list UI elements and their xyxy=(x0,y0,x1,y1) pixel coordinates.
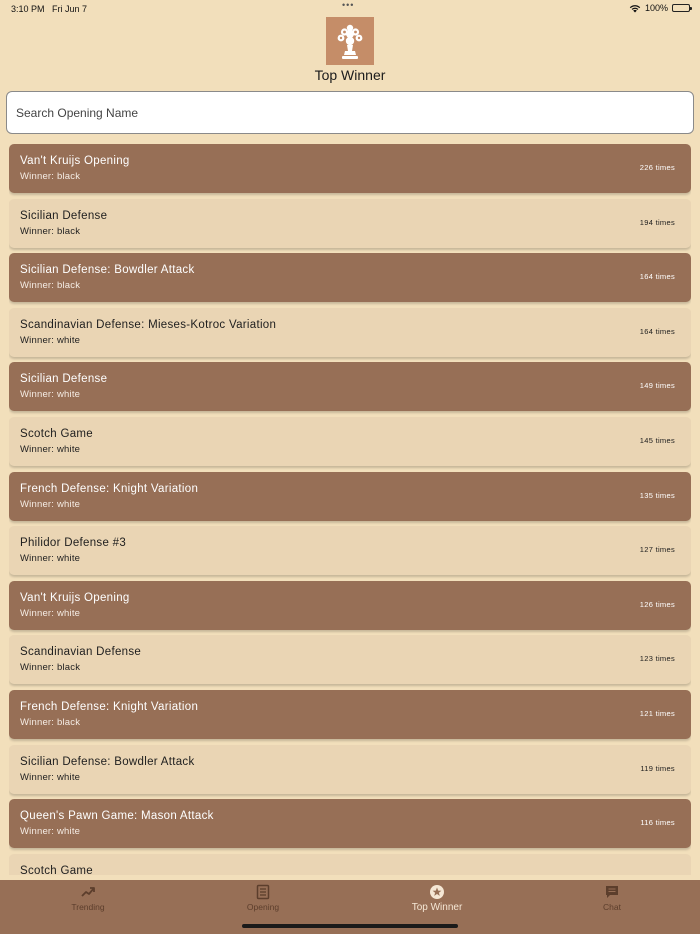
search-input[interactable] xyxy=(7,92,693,133)
winner-label: Winner: white xyxy=(20,771,81,783)
winner-label: Winner: black xyxy=(20,225,81,237)
count-label: 116 times xyxy=(640,818,675,828)
opening-name: French Defense: Knight Variation xyxy=(20,482,199,495)
opening-name: Philidor Defense #3 xyxy=(20,537,127,550)
opening-name: Scandinavian Defense xyxy=(20,646,142,659)
winner-label: Winner: black xyxy=(20,662,81,674)
tab-opening[interactable] xyxy=(203,884,323,912)
count-label: 149 times xyxy=(639,381,675,391)
winner-label: Winner: white xyxy=(20,444,81,455)
winner-label: Winner: white xyxy=(20,389,81,401)
book-list-icon xyxy=(255,884,271,900)
home-indicator[interactable] xyxy=(242,924,458,928)
tab-label: Chat xyxy=(603,902,621,912)
list-item[interactable] xyxy=(9,144,691,193)
battery-percent: 100% xyxy=(644,3,668,13)
opening-list[interactable] xyxy=(9,144,691,875)
tab-label: Trending xyxy=(71,902,105,912)
winner-label: Winner: black xyxy=(20,171,81,182)
winner-label: Winner: white xyxy=(20,826,81,838)
winner-label: Winner: white xyxy=(20,553,81,565)
count-label: 121 times xyxy=(639,709,675,718)
tab-label: Top Winner xyxy=(411,902,463,913)
wifi-icon xyxy=(629,4,641,13)
tab-top-winner[interactable] xyxy=(377,884,497,913)
winner-label: Winner: black xyxy=(20,717,81,728)
list-item[interactable] xyxy=(9,799,691,848)
tab-label: Opening xyxy=(246,902,280,912)
count-label: 123 times xyxy=(639,654,675,664)
opening-name: Queen's Pawn Game: Mason Attack xyxy=(20,810,214,823)
count-label: 135 times xyxy=(639,490,675,500)
list-item[interactable] xyxy=(9,417,691,466)
winner-label: Winner: white xyxy=(20,607,81,619)
list-item[interactable] xyxy=(9,308,691,357)
winner-label: Winner: white xyxy=(20,498,81,510)
list-item[interactable] xyxy=(9,253,691,302)
status-indicators xyxy=(629,3,690,13)
header xyxy=(0,16,700,84)
count-label: 119 times xyxy=(640,763,675,773)
winner-label: Winner: white xyxy=(20,334,81,346)
opening-name: Sicilian Defense xyxy=(20,209,108,222)
star-circle-icon xyxy=(429,884,445,900)
winner-label: Winner: black xyxy=(20,280,81,292)
status-time: 3:10 PM Fri Jun 7 xyxy=(11,4,88,14)
opening-name: Van't Kruijs Opening xyxy=(20,591,130,604)
opening-name: Sicilian Defense xyxy=(20,373,108,386)
count-label: 164 times xyxy=(639,326,675,336)
list-item[interactable] xyxy=(9,526,691,575)
list-item[interactable] xyxy=(9,854,691,875)
page-title: Top Winner xyxy=(314,67,386,83)
multitasking-dots-icon[interactable]: ••• xyxy=(342,0,355,10)
chat-bubble-icon xyxy=(604,884,620,900)
list-item[interactable] xyxy=(9,362,691,411)
count-label: 226 times xyxy=(639,163,675,172)
opening-name: French Defense: Knight Variation xyxy=(20,701,199,713)
tab-chat[interactable] xyxy=(552,884,672,912)
tab-trending[interactable] xyxy=(28,884,148,912)
chess-pawn-logo-icon xyxy=(326,17,374,65)
trending-up-icon xyxy=(80,884,96,900)
search-field[interactable] xyxy=(6,91,694,134)
list-item[interactable] xyxy=(9,745,691,794)
list-item[interactable] xyxy=(9,472,691,521)
list-item[interactable] xyxy=(9,199,691,248)
count-label: 127 times xyxy=(639,545,675,555)
battery-icon xyxy=(672,4,690,12)
opening-name: Scandinavian Defense: Mieses-Kotroc Variation xyxy=(20,318,277,331)
list-item[interactable] xyxy=(9,690,691,739)
opening-name: Sicilian Defense: Bowdler Attack xyxy=(20,264,195,277)
opening-name: Van't Kruijs Opening xyxy=(20,155,130,167)
opening-name: Scotch Game xyxy=(20,864,93,875)
count-label: 145 times xyxy=(639,436,675,445)
list-item[interactable] xyxy=(9,581,691,630)
count-label: 194 times xyxy=(639,217,675,227)
list-item[interactable] xyxy=(9,635,691,684)
opening-name: Scotch Game xyxy=(20,428,93,440)
count-label: 126 times xyxy=(639,599,675,609)
opening-name: Sicilian Defense: Bowdler Attack xyxy=(20,755,195,768)
count-label: 164 times xyxy=(639,272,675,282)
